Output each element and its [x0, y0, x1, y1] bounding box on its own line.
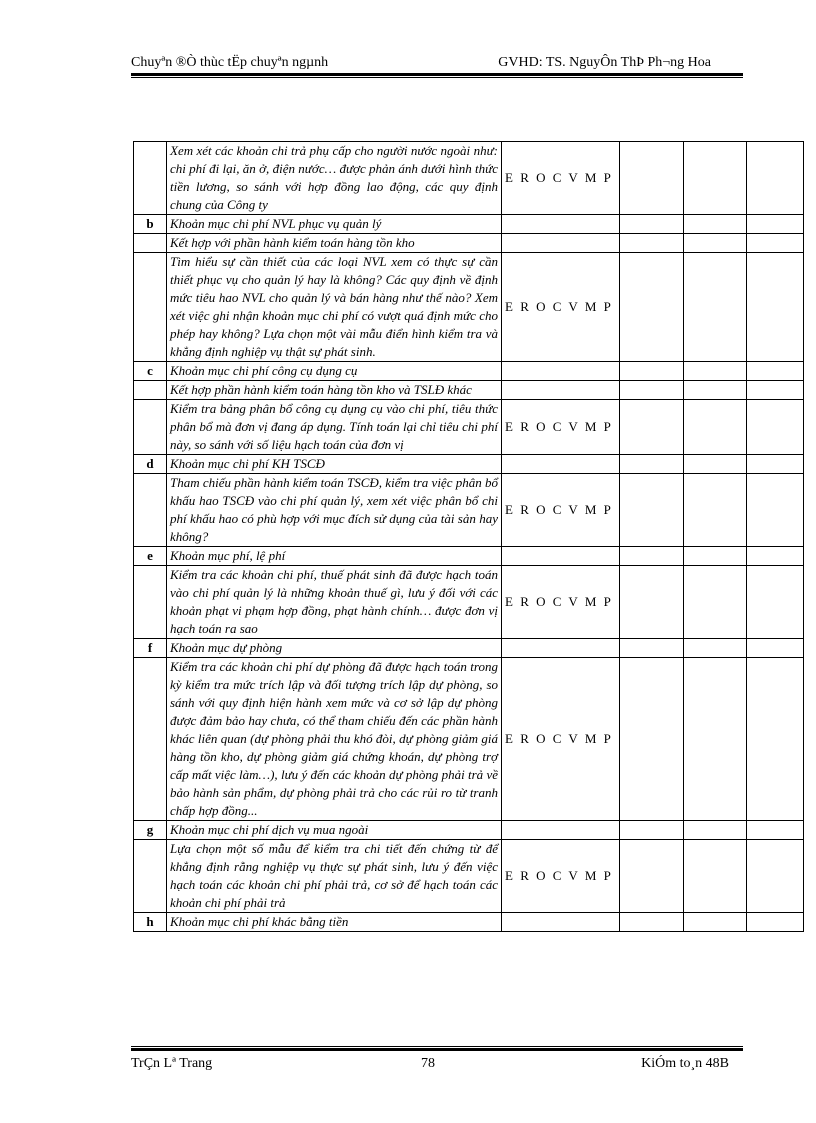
assertion-codes [502, 362, 620, 381]
blank-cell [747, 474, 804, 547]
blank-cell [747, 253, 804, 362]
table-row [134, 234, 804, 253]
assertion-codes: E R O C V M P [502, 658, 620, 821]
row-label: f [134, 639, 167, 658]
table-row [134, 142, 804, 215]
blank-cell [747, 566, 804, 639]
assertion-codes [502, 639, 620, 658]
blank-cell [747, 215, 804, 234]
footer-author: TrÇn Lª Trang [131, 1056, 213, 1071]
blank-cell [620, 362, 684, 381]
procedure-text: Kết hợp phần hành kiểm toán hàng tồn kho và TSLĐ khác [167, 381, 502, 400]
row-label [134, 566, 167, 639]
assertion-codes: E R O C V M P [502, 142, 620, 215]
table-row [134, 455, 804, 474]
blank-cell [620, 821, 684, 840]
blank-cell [747, 400, 804, 455]
blank-cell [684, 821, 747, 840]
blank-cell [620, 234, 684, 253]
table-row [134, 381, 804, 400]
blank-cell [684, 840, 747, 913]
header-rule-thin [131, 77, 743, 78]
blank-cell [684, 142, 747, 215]
blank-cell [684, 455, 747, 474]
blank-cell [747, 658, 804, 821]
assertion-codes: E R O C V M P [502, 840, 620, 913]
blank-cell [684, 234, 747, 253]
table-row [134, 362, 804, 381]
procedure-text: Khoản mục chi phí công cụ dụng cụ [167, 362, 502, 381]
assertion-codes [502, 547, 620, 566]
table-row [134, 253, 804, 362]
blank-cell [684, 913, 747, 932]
blank-cell [684, 362, 747, 381]
procedure-text: Xem xét các khoản chi trả phụ cấp cho người nước ngoài như: chi phí đi lại, ăn ở, điện nước… được phản ánh dưới hình thức tiền lương, so sánh với hợp đồng lao động, các quy định chung của Công ty [167, 142, 502, 215]
assertion-codes [502, 381, 620, 400]
table-row [134, 913, 804, 932]
blank-cell [620, 840, 684, 913]
blank-cell [684, 215, 747, 234]
audit-procedure-table [133, 141, 804, 932]
blank-cell [620, 400, 684, 455]
blank-cell [620, 913, 684, 932]
page-header [131, 53, 741, 73]
blank-cell [684, 474, 747, 547]
blank-cell [747, 381, 804, 400]
footer-rule-thin [131, 1046, 743, 1047]
blank-cell [747, 455, 804, 474]
blank-cell [620, 455, 684, 474]
row-label [134, 474, 167, 547]
assertion-codes [502, 821, 620, 840]
row-label [134, 253, 167, 362]
blank-cell [620, 253, 684, 362]
procedure-text: Khoản mục chi phí KH TSCĐ [167, 455, 502, 474]
assertion-codes [502, 234, 620, 253]
blank-cell [747, 362, 804, 381]
row-label: d [134, 455, 167, 474]
procedure-text: Kiểm tra bảng phân bổ công cụ dụng cụ vào chi phí, tiêu thức phân bổ mà đơn vị đang áp dụng. Tính toán lại chỉ tiêu chi phí này, so sánh với số liệu hạch toán của đơn vị [167, 400, 502, 455]
blank-cell [747, 840, 804, 913]
table-row [134, 840, 804, 913]
table-row [134, 215, 804, 234]
row-label [134, 142, 167, 215]
blank-cell [620, 566, 684, 639]
procedure-text: Khoản mục chi phí NVL phục vụ quản lý [167, 215, 502, 234]
procedure-text: Kiểm tra các khoản chi phí, thuế phát sinh đã được hạch toán vào chi phí quản lý là những khoản thuế gì, lưu ý đối với các khoản phạt vi phạm hợp đồng, phạt hành chính… được đơn vị hạch toán ra sao [167, 566, 502, 639]
row-label: c [134, 362, 167, 381]
footer-rule-thick [131, 1048, 743, 1051]
page-number: 78 [421, 1056, 435, 1071]
blank-cell [684, 658, 747, 821]
assertion-codes: E R O C V M P [502, 253, 620, 362]
table-row [134, 400, 804, 455]
assertion-codes: E R O C V M P [502, 566, 620, 639]
table-row [134, 547, 804, 566]
blank-cell [747, 821, 804, 840]
procedure-text: Kết hợp với phần hành kiểm toán hàng tồn kho [167, 234, 502, 253]
blank-cell [747, 547, 804, 566]
procedure-text: Khoản mục phí, lệ phí [167, 547, 502, 566]
blank-cell [620, 142, 684, 215]
blank-cell [747, 142, 804, 215]
procedure-text: Kiểm tra các khoản chi phí dự phòng đã được hạch toán trong kỳ kiểm tra mức trích lập và đối tượng trích lập dự phòng, so sánh với quy định hiện hành xem mức và cơ sở lập dự phòng được đảm bảo hay chưa, có thể tham chiếu đến các phần hành khác liên quan (dự phòng phải thu khó đòi, dự phòng giảm giá hàng tồn kho, dự phòng giảm giá chứng khoán, dự phòng trợ cấp mất việc làm…), lưu ý đến các khoản dự phòng phải trả về bảo hành sản phẩm, dự phòng phải trả cho các rủi ro từ tranh chấp hợp đồng... [167, 658, 502, 821]
row-label: e [134, 547, 167, 566]
procedure-text: Lựa chọn một số mẫu để kiểm tra chi tiết đến chứng từ để khẳng định rằng nghiệp vụ thực sự phát sinh, lưu ý đến việc hạch toán các khoản chi phí phải trả, cơ sở để hạch toán các khoản chi phí phải trả [167, 840, 502, 913]
blank-cell [747, 913, 804, 932]
table-row [134, 821, 804, 840]
header-supervisor: GVHD: TS. NguyÔn ThÞ Ph¬ng Hoa [498, 55, 711, 70]
footer-class: KiÓm to¸n 48B [641, 1056, 729, 1071]
blank-cell [684, 400, 747, 455]
table-row [134, 658, 804, 821]
row-label: g [134, 821, 167, 840]
header-rule-thick [131, 73, 743, 76]
row-label: h [134, 913, 167, 932]
blank-cell [747, 234, 804, 253]
row-label [134, 840, 167, 913]
blank-cell [684, 547, 747, 566]
procedure-text: Khoản mục chi phí khác bằng tiền [167, 913, 502, 932]
row-label [134, 658, 167, 821]
row-label [134, 234, 167, 253]
row-label [134, 381, 167, 400]
blank-cell [684, 381, 747, 400]
assertion-codes [502, 455, 620, 474]
row-label: b [134, 215, 167, 234]
blank-cell [620, 381, 684, 400]
assertion-codes [502, 215, 620, 234]
procedure-text: Khoản mục dự phòng [167, 639, 502, 658]
procedure-text: Khoản mục chi phí dịch vụ mua ngoài [167, 821, 502, 840]
table-row [134, 474, 804, 547]
header-title: Chuyªn ®Ò thùc tËp chuyªn ngµnh [131, 55, 329, 70]
procedure-text: Tìm hiểu sự cần thiết của các loại NVL xem có thực sự cần thiết phục vụ cho quản lý hay là không? Các quy định về định mức tiêu hao NVL cho quản lý và bán hàng như thế nào? Xem xét việc ghi nhận khoản mục chi phí có vượt quá định mức cho phép hay không? Lựa chọn một vài mẫu điển hình kiểm tra và khẳng định nghiệp vụ thật sự phát sinh. [167, 253, 502, 362]
blank-cell [620, 215, 684, 234]
page-footer [131, 1054, 743, 1074]
blank-cell [684, 639, 747, 658]
blank-cell [620, 639, 684, 658]
blank-cell [620, 547, 684, 566]
assertion-codes: E R O C V M P [502, 400, 620, 455]
blank-cell [684, 253, 747, 362]
blank-cell [620, 474, 684, 547]
assertion-codes [502, 913, 620, 932]
blank-cell [620, 658, 684, 821]
row-label [134, 400, 167, 455]
blank-cell [684, 566, 747, 639]
table-row [134, 639, 804, 658]
blank-cell [747, 639, 804, 658]
assertion-codes: E R O C V M P [502, 474, 620, 547]
table-row [134, 566, 804, 639]
procedure-text: Tham chiếu phần hành kiểm toán TSCĐ, kiểm tra việc phân bổ khấu hao TSCĐ vào chi phí quản lý, xem xét việc phân bổ chi phí khấu hao có phù hợp với mục đích sử dụng của tài sản hay không? [167, 474, 502, 547]
